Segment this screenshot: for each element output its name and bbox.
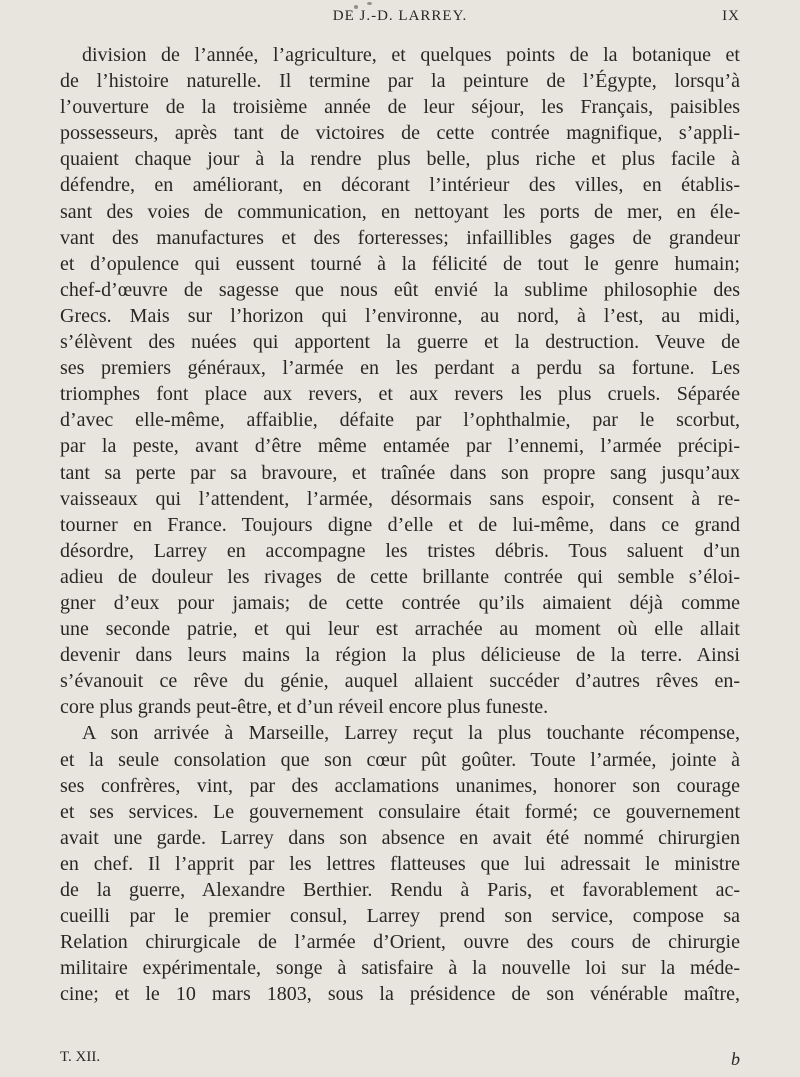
text-line: désordre, Larrey en accompagne les tristes débris. Tous saluent d’un (60, 539, 740, 562)
text-line: avait une garde. Larrey dans son absence en avait été nommé chirurgien (60, 826, 740, 849)
text-line: de l’histoire naturelle. Il termine par la peinture de l’Égypte, lorsqu’à (60, 70, 740, 93)
text-line: sant des voies de communication, en nettoyant les ports de mer, en éle- (60, 200, 740, 223)
running-head (60, 8, 740, 34)
text-line: Relation chirurgicale de l’armée d’Orient, ouvre des cours de chirurgie (60, 931, 740, 954)
text-line: cine; et le 10 mars 1803, sous la présidence de son vénérable maître, (60, 983, 740, 1006)
text-line: militaire expérimentale, songe à satisfaire à la nouvelle loi sur la méde- (60, 957, 740, 980)
text-line: défendre, en améliorant, en décorant l’intérieur des villes, en établis- (60, 174, 740, 197)
ink-speck (367, 2, 372, 5)
text-line: une seconde patrie, et qui leur est arrachée au moment où elle allait (60, 618, 740, 641)
volume-number: T. XII. (60, 1049, 101, 1065)
text-line: ses confrères, vint, par des acclamations unanimes, honorer son courage (60, 774, 740, 797)
text-line: quaient chaque jour à la rendre plus belle, plus riche et plus facile à (60, 148, 740, 171)
text-line: Grecs. Mais sur l’horizon qui l’environne, au nord, à l’est, au midi, (60, 304, 740, 327)
text-line: l’ouverture de la troisième année de leur séjour, les Français, paisibles (60, 96, 740, 119)
running-head-title: DE J.-D. LARREY. (332, 8, 468, 24)
text-line: d’avec elle-même, affaiblie, défaite par l’ophthalmie, par le scorbut, (60, 409, 740, 432)
text-line: par la peste, avant d’être même entamée par l’ennemi, l’armée précipi- (60, 435, 740, 458)
text-line: chef-d’œuvre de sagesse que nous eût envié la sublime philosophie des (60, 278, 740, 301)
text-line: vaisseaux qui l’attendent, l’armée, désormais sans espoir, consent à re- (60, 487, 740, 510)
text-line: ses premiers généraux, l’armée en les perdant a perdu sa fortune. Les (60, 357, 740, 380)
text-line: triomphes font place aux revers, et aux revers les plus cruels. Séparée (60, 383, 740, 406)
signature-mark: b (731, 1049, 740, 1069)
text-line: division de l’année, l’agriculture, et quelques points de la botanique et (82, 44, 740, 66)
text-line: tant sa perte par sa bravoure, et traînée dans son propre sang jusqu’aux (60, 461, 740, 484)
text-line: tourner en France. Toujours digne d’elle et de lui-même, dans ce grand (60, 513, 740, 536)
text-line: gner d’eux pour jamais; de cette contrée qu’ils aimaient déjà comme (60, 591, 740, 614)
text-line: et ses services. Le gouvernement consulaire était formé; ce gouvernement (60, 800, 740, 823)
text-line: et la seule consolation que son cœur pût goûter. Toute l’armée, jointe à (60, 748, 740, 771)
text-line: s’évanouit ce rêve du génie, auquel allaient succéder d’autres rêves en- (60, 670, 740, 693)
text-line: cueilli par le premier consul, Larrey prend son service, compose sa (60, 905, 740, 928)
page-footer (60, 1049, 740, 1073)
text-line: en chef. Il l’apprit par les lettres flatteuses que lui adressait le ministre (60, 852, 740, 875)
text-line: A son arrivée à Marseille, Larrey reçut la plus touchante récompense, (82, 722, 740, 745)
body-text (60, 42, 740, 1007)
text-line: et d’opulence qui eussent tourné à la félicité de tout le genre humain; (60, 252, 740, 275)
text-line: de la guerre, Alexandre Berthier. Rendu à Paris, et favorablement ac- (60, 879, 740, 901)
text-line: s’élèvent des nuées qui apportent la guerre et la destruction. Veuve de (60, 331, 740, 354)
text-line: possesseurs, après tant de victoires de cette contrée magnifique, s’appli- (60, 122, 740, 145)
text-line: core plus grands peut-être, et d’un réveil encore plus funeste. (60, 696, 549, 719)
text-line: vant des manufactures et des forteresses; infaillibles gages de grandeur (60, 226, 740, 249)
text-line: devenir dans leurs mains la région la plus délicieuse de la terre. Ainsi (60, 644, 740, 667)
text-line: adieu de douleur les rivages de cette brillante contrée qui semble s’éloi- (60, 565, 740, 588)
page-number: IX (722, 8, 740, 24)
